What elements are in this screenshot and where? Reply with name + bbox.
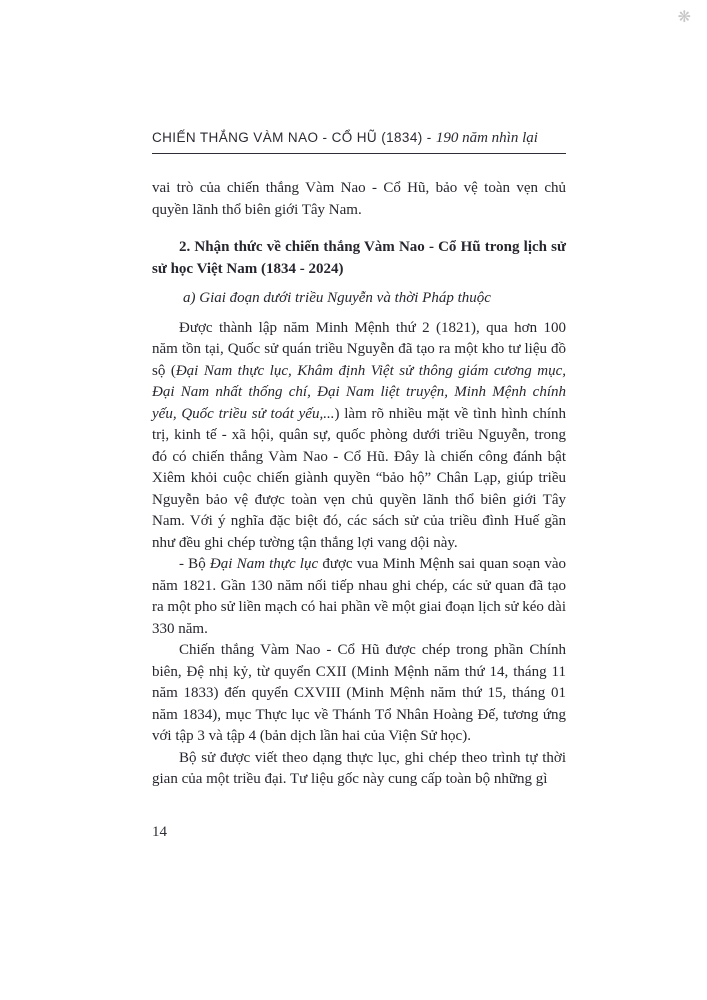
- flower-decoration-icon: ❋: [677, 7, 691, 26]
- paragraph: Bộ sử được viết theo dạng thực lục, ghi chép theo trình tự thời gian của một triều đại. Tư liệu gốc này cung cấp toàn bộ những gì: [152, 749, 566, 787]
- paragraph: - Bộ Đại Nam thực lục được vua Minh Mệnh sai quan soạn vào năm 1821. Gần 130 năm nối tiếp nhau ghi chép, các sử quan đã tạo ra một pho sử liền mạch có hai phần về một giai đoạn lịch sử kéo dài 330 năm.: [152, 556, 567, 637]
- page-body: [152, 178, 566, 791]
- paragraph: Chiến thắng Vàm Nao - Cổ Hũ được chép trong phần Chính biên, Đệ nhị kỷ, từ quyển CXII (Minh Mệnh năm thứ 14, tháng 11 năm 1833) đến quyển CXVIII (Minh Mệnh năm thứ 15, tháng 01 năm 1834), mục Thực lục về Thánh Tổ Nhân Hoàng Đế, tương ứng với tập 3 và tập 4 (bản dịch lần hai của Viện Sử học).: [152, 642, 566, 744]
- subsection-heading: a) Giai đoạn dưới triều Nguyễn và thời Pháp thuộc: [183, 290, 491, 306]
- section-heading: 2. Nhận thức về chiến thắng Vàm Nao - Cổ Hũ trong lịch sử sử học Việt Nam (1834 - 2024): [152, 239, 566, 277]
- header-rule: [152, 153, 566, 154]
- running-header-subtitle: 190 năm nhìn lại: [435, 130, 538, 146]
- paragraph-continuation: vai trò của chiến thắng Vàm Nao - Cổ Hũ, bảo vệ toàn vẹn chủ quyền lãnh thổ biên giới Tây Nam.: [152, 180, 566, 218]
- page-number: 14: [152, 824, 167, 840]
- paragraph: Được thành lập năm Minh Mệnh thứ 2 (1821), qua hơn 100 năm tồn tại, Quốc sử quán triều Nguyễn đã tạo ra một kho tư liệu đồ sộ (Đại Nam thực lục, Khâm định Việt sử thông giám cương mục, Đại Nam nhất thống chí, Đại Nam liệt truyện, Minh Mệnh chính yếu, Quốc triều sử toát yếu,...) làm rõ nhiều mặt về tình hình chính trị, kinh tế - xã hội, quân sự, quốc phòng dưới triều Nguyễn, trong đó có chiến thắng Vàm Nao - Cổ Hũ. Đây là chiến công đánh bật Xiêm khỏi cuộc chiến giành quyền “bảo hộ” Chân Lạp, giúp triều Nguyễn bảo vệ được toàn vẹn chủ quyền lãnh thổ biên giới Tây Nam. Với ý nghĩa đặc biệt đó, các sách sử của triều đình Huế gần như đều ghi chép tường tận thắng lợi vang dội này.: [152, 319, 566, 551]
- running-header-title: CHIẾN THẮNG VÀM NAO - CỔ HŨ (1834) -: [152, 130, 436, 145]
- running-header: [152, 130, 566, 147]
